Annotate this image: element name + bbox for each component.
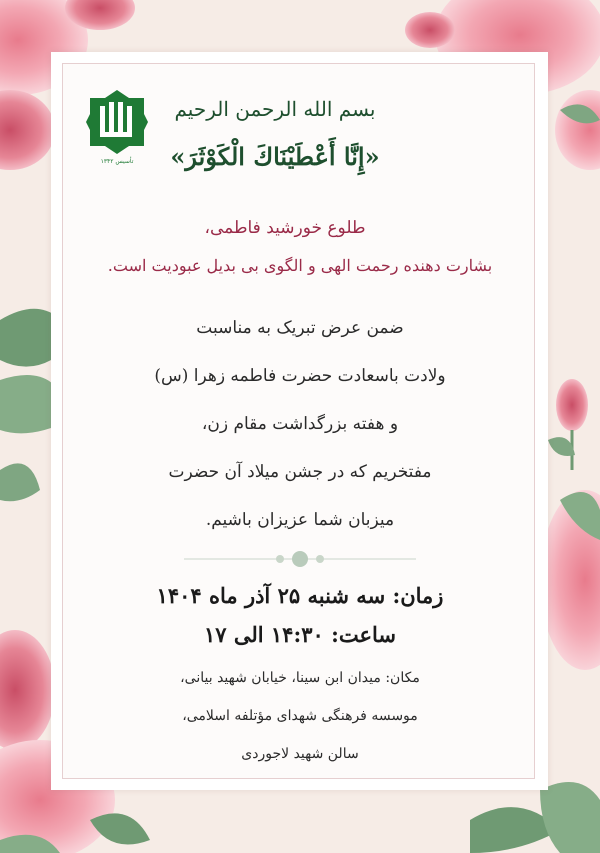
message-line: ولادت باسعادت حضرت فاطمه زهرا (س): [154, 366, 446, 386]
subheadline: بشارت دهنده رحمت الهی و الگوی بی بدیل عبودیت است.: [107, 256, 493, 275]
event-date: زمان: سه شنبه ۲۵ آذر ماه ۱۴۰۴: [156, 583, 444, 608]
message-line: و هفته بزرگداشت مقام زن،: [201, 414, 399, 434]
logo-caption: تأسیس ۱۳۴۲: [100, 158, 134, 165]
message-line: ضمن عرض تبریک به مناسبت: [196, 318, 404, 338]
event-time: ساعت: ۱۴:۳۰ الی ۱۷: [203, 622, 396, 647]
organization-logo-icon: [86, 88, 148, 156]
quran-verse: «إِنَّا أَعْطَيْنَاكَ الْكَوْثَرَ»: [170, 142, 380, 171]
ornamental-divider: [184, 548, 416, 570]
headline: طلوع خورشید فاطمی،: [204, 218, 366, 238]
message-line: مفتخریم که در جشن میلاد آن حضرت: [168, 462, 432, 482]
event-place-line: موسسه فرهنگی شهدای مؤتلفه اسلامی،: [182, 708, 418, 724]
message-line: میزبان شما عزیزان باشیم.: [205, 510, 395, 530]
event-place-line: مکان: میدان ابن سینا، خیابان شهید بیانی،: [180, 670, 420, 686]
bismillah-text: بسم الله الرحمن الرحیم: [174, 97, 376, 121]
event-place-line: سالن شهید لاجوردی: [241, 746, 359, 762]
